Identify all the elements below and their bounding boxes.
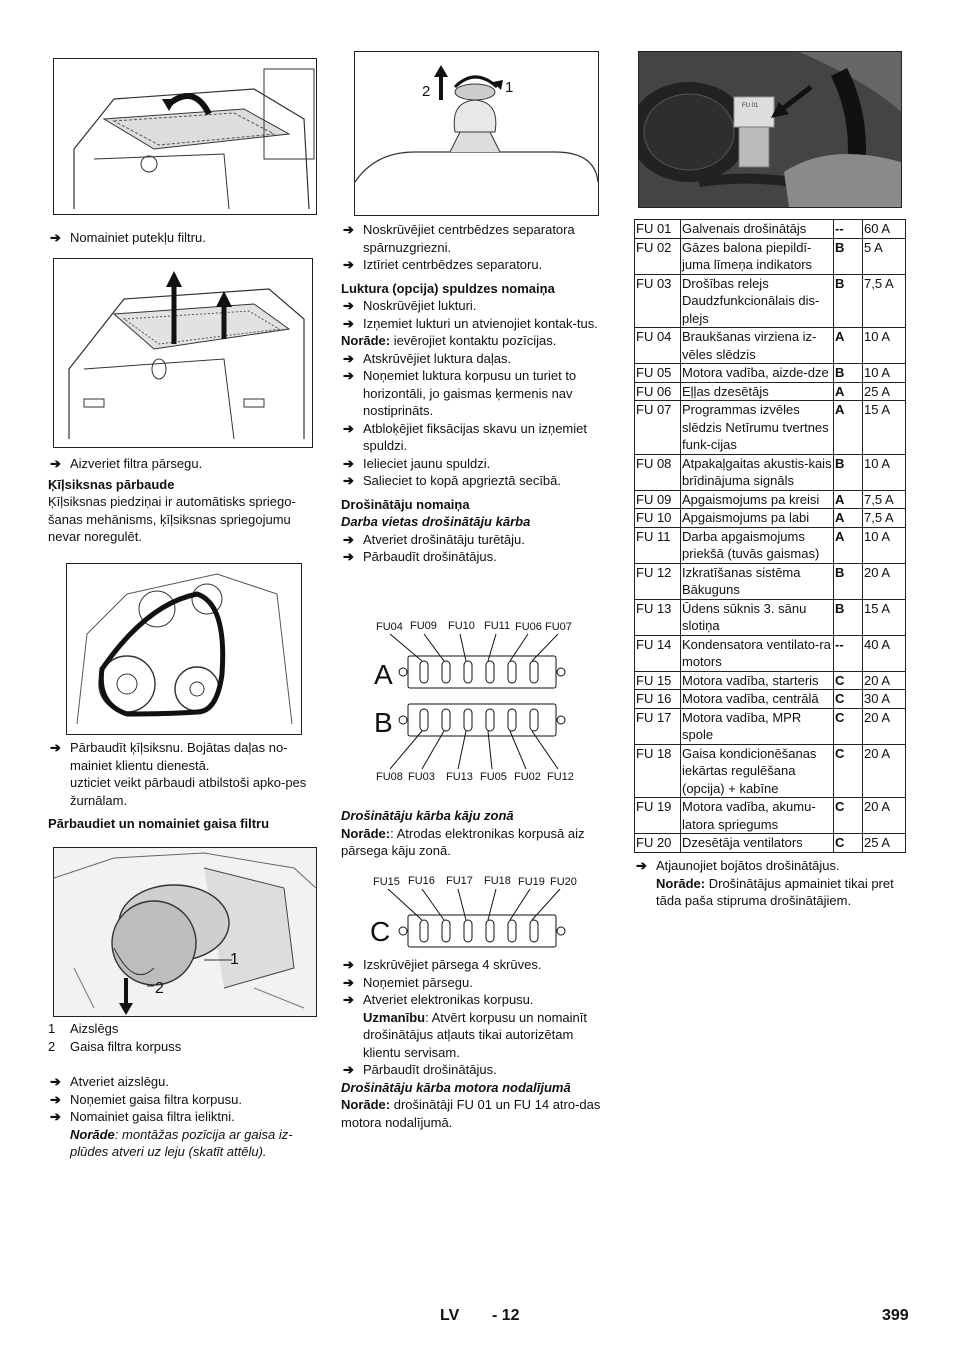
step-remove-cover: ➔ Noņemiet pārsegu. [343, 974, 473, 990]
fuse-description: Braukšanas virziena iz-vēles slēdzis [681, 328, 834, 364]
step-hold-housing: ➔ Noņemiet luktura korpusu un turiet to horizontāli, jo gaismas ķermenis nav nostiprināts. [343, 368, 577, 418]
fuse-box: -- [834, 635, 863, 671]
fuse-row [635, 274, 906, 328]
arrow-right-icon: ➔ [343, 473, 354, 488]
engine-box-heading: Drošinātāju kārba motora nodalījumā [341, 1079, 571, 1095]
fuse-row [635, 708, 906, 744]
fuse-description: Galvenais drošinātājs [681, 220, 834, 239]
arrow-right-icon: ➔ [343, 957, 354, 972]
step-remove-lamp: ➔ Izņemiet lukturi un atvienojiet kontak-tus. [343, 315, 598, 331]
fuse-row [635, 563, 906, 599]
arrow-right-icon: ➔ [50, 1091, 61, 1107]
fuse-box: A [834, 490, 863, 509]
fuse-description: Eļļas dzesētājs [681, 382, 834, 401]
fuse-box: A [834, 509, 863, 528]
fuse-row [635, 401, 906, 455]
fuse-description: Atpakaļgaitas akustis-kais brīdinājuma signāls [682, 455, 832, 488]
fuse-box: B [834, 274, 863, 328]
fuse-box: B [834, 563, 863, 599]
fuse-box: C [834, 744, 863, 798]
fuse-description: Ūdens sūknis 3. sānu slotiņa [681, 599, 834, 635]
footer-lang: LV [440, 1307, 460, 1324]
fuse-description: Apgaismojums pa labi [681, 509, 834, 528]
fuse-label: FU13 [446, 771, 473, 783]
fuse-label: FU19 [518, 876, 545, 888]
fuse-rating: 20 A [863, 798, 906, 834]
fuse-label: FU16 [408, 875, 435, 887]
fuse-rating: 10 A [863, 364, 906, 383]
fuse-label: FU08 [376, 771, 403, 783]
fuse-id: FU 02 [635, 238, 681, 274]
arrow-right-icon: ➔ [50, 230, 61, 245]
fuse-description: Motora vadība, centrālā [681, 690, 834, 709]
fuse-row [635, 328, 906, 364]
fuse-rating: 25 A [863, 382, 906, 401]
legend-item: 2 Gaisa filtra korpuss [48, 1038, 182, 1054]
fuse-description: Dzesētāja ventilators [681, 834, 834, 853]
fuse-rating: 20 A [863, 744, 906, 798]
fuse-description: Drošības relejs Daudzfunkcionālais dis-plejs [681, 274, 834, 328]
fuse-row [635, 527, 906, 563]
arrow-right-icon: ➔ [343, 368, 354, 383]
belt-step-note: uzticiet veikt pārbaudi atbilstoši apko-pes žurnālam. [70, 775, 307, 808]
fuse-label: FU06 [515, 621, 542, 633]
arrow-right-icon: ➔ [343, 298, 354, 313]
fuse-rating: 15 A [863, 599, 906, 635]
engine-fuse-photo [638, 51, 902, 208]
fuse-description: Darba apgaismojums priekšā (tuvās gaismas) [681, 527, 834, 563]
fuse-rating: 7,5 A [863, 509, 906, 528]
fuse-row [635, 798, 906, 834]
fuse-description: Motora vadība, akumu-latora spriegums [681, 798, 834, 834]
step-open-latch: ➔ Atveriet aizslēgu. [50, 1074, 169, 1089]
mounting-note: Norāde: montāžas pozīcija ar gaisa iz-plūdes atveri uz leju (skatīt attēlu). [70, 1126, 293, 1159]
fuse-id: FU 01 [635, 220, 681, 239]
arrow-right-icon: ➔ [343, 257, 354, 272]
arrow-right-icon: ➔ [343, 455, 354, 471]
dust-filter-illustration [54, 59, 316, 214]
fuse-rating: 40 A [863, 635, 906, 671]
fuse-description: Izkratīšanas sistēma Bākuguns [681, 563, 834, 599]
fuse-row [635, 382, 906, 401]
fuse-label: FU11 [484, 620, 511, 632]
fuse-box: B [834, 454, 863, 490]
fuse-id: FU 03 [635, 274, 681, 328]
step-restore-fuses: ➔ Atjaunojiet bojātos drošinātājus. [636, 858, 840, 873]
separator-illustration [355, 52, 598, 215]
fuse-box: C [834, 834, 863, 853]
row-letter-b: B [374, 707, 393, 738]
fuse-box: B [834, 599, 863, 635]
fuse-rating: 20 A [863, 708, 906, 744]
fuse-label: FU17 [446, 875, 473, 887]
step-replace-insert: ➔ Nomainiet gaisa filtra ieliktni. [50, 1109, 235, 1124]
footer-local-page: - 12 [492, 1307, 520, 1324]
fuse-rating: 15 A [863, 401, 906, 455]
fuse-label: FU20 [550, 876, 577, 888]
fuse-label: FU18 [484, 875, 511, 887]
fuse-rating: 7,5 A [863, 274, 906, 328]
fuse-description: Apgaismojums pa kreisi [681, 490, 834, 509]
arrow-right-icon: ➔ [50, 456, 61, 471]
fuse-label: FU02 [514, 771, 541, 783]
fuse-row [635, 220, 906, 239]
step-unscrew-lamp: ➔ Noskrūvējiet lukturi. [343, 298, 477, 313]
fuse-heading: Drošinātāju nomaiņa [341, 496, 470, 512]
foot-box-heading: Drošinātāju kārba kāju zonā [341, 808, 514, 823]
step-remove-housing: ➔ Noņemiet gaisa filtra korpusu. [50, 1091, 242, 1107]
step-unlock-clamp: ➔ Atbloķējiet fiksācijas skavu un izņemiet spuldzi. [343, 420, 587, 453]
fuse-id: FU 13 [635, 599, 681, 635]
step-replace-dust-filter: ➔ Nomainiet putekļu filtru. [50, 230, 206, 245]
fuse-rating: 60 A [863, 220, 906, 239]
fuse-box: A [834, 382, 863, 401]
fuse-rating: 20 A [863, 563, 906, 599]
fuse-id: FU 17 [635, 708, 681, 744]
airfilter-heading: Pārbaudiet un nomainiet gaisa filtru [48, 816, 270, 831]
arrow-right-icon: ➔ [343, 1062, 354, 1077]
step-check-belt: ➔ Pārbaudīt ķīļsiksnu. Bojātas daļas no-mainiet klientu dienestā. [50, 740, 288, 773]
step-insert-bulb: ➔ Ielieciet jaunu spuldzi. [343, 455, 491, 471]
fuse-rating: 10 A [863, 527, 906, 563]
fuse-description: Kondensatora ventilato-ra motors [681, 635, 834, 671]
fuse-id: FU 08 [635, 454, 681, 490]
fuse-id: FU 14 [635, 635, 681, 671]
arrow-right-icon: ➔ [343, 992, 354, 1007]
fuse-rating: 30 A [863, 690, 906, 709]
arrow-right-icon: ➔ [50, 740, 61, 755]
foot-box-note: Norāde:: Atrodas elektronikas korpusā aiz pārsega kāju zonā. [341, 825, 585, 858]
fuse-rating: 10 A [863, 454, 906, 490]
fuse-box: C [834, 798, 863, 834]
belt-figure [66, 563, 302, 735]
fuse-label: FU15 [373, 876, 400, 888]
fuse-box-ab-diagram [360, 614, 580, 789]
fuse-id: FU 06 [635, 382, 681, 401]
caution-note: Uzmanību: Atvērt korpusu un nomainīt drošinātājus atļauts tikai autorizētam klientu servisam. [363, 1009, 587, 1060]
fuse-row [635, 690, 906, 709]
fuse-row [635, 635, 906, 671]
fuse-id: FU 12 [635, 563, 681, 599]
step-open-electronics: ➔ Atveriet elektronikas korpusu. [343, 992, 534, 1007]
fuse-label: FU09 [410, 620, 437, 632]
step-close-filter-cover: ➔ Aizveriet filtra pārsegu. [50, 456, 203, 471]
fuse-row [635, 238, 906, 274]
fuse-table [634, 219, 906, 853]
fuse-id: FU 18 [635, 744, 681, 798]
fuse-description: Motora vadība, starteris [681, 671, 834, 690]
row-letter-c: C [370, 916, 391, 947]
fuse-rating: 5 A [863, 238, 906, 274]
fuse-description: Motora vadība, MPR spole [681, 708, 834, 744]
arrow-right-icon: ➔ [343, 315, 354, 331]
fuse-box-c-svg [360, 871, 580, 956]
legend-item: 1 Aizslēgs [48, 1021, 119, 1036]
arrow-right-icon: ➔ [50, 1109, 61, 1124]
fuse-row [635, 744, 906, 798]
fuse-row [635, 834, 906, 853]
fuse-label: FU07 [545, 621, 572, 633]
engine-fuse-photo-svg [639, 52, 901, 207]
fuse-label: FU12 [547, 771, 574, 783]
step-reassemble: ➔ Salieciet to kopā apgrieztā secībā. [343, 473, 562, 488]
fuse-rating: 20 A [863, 671, 906, 690]
arrow-right-icon: ➔ [343, 420, 354, 436]
fuse-box: B [834, 238, 863, 274]
air-filter-figure [53, 847, 317, 1017]
fuse-description: Programmas izvēles slēdzis Netīrumu tvertnes funk-cijas [681, 401, 834, 455]
step-clean-separator: ➔ Iztīriet centrbēdzes separatoru. [343, 257, 543, 272]
fuse-box: B [834, 364, 863, 383]
fuse-row [635, 454, 906, 490]
step-unscrew-parts: ➔ Atskrūvējiet luktura daļas. [343, 350, 512, 366]
fuse-id: FU 07 [635, 401, 681, 455]
fuse-id: FU 19 [635, 798, 681, 834]
arrow-right-icon: ➔ [343, 350, 354, 366]
belt-text: Ķīļsiksnas piedziņai ir automātisks spriego-šanas mehānisms, ķīļsiksnas spriegojumu nevar noregulēt. [48, 494, 296, 544]
fuse-label: FU10 [448, 620, 475, 632]
step-unscrew-separator: ➔ Noskrūvējiet centrbēdzes separatora spārnuzgriezni. [343, 222, 575, 255]
fuse-row [635, 599, 906, 635]
fuse-id: FU 20 [635, 834, 681, 853]
filter-cover-figure [53, 258, 313, 448]
footer-page-number: 399 [882, 1307, 909, 1324]
fig-label-1: 1 [230, 951, 239, 968]
fuse-box: C [834, 671, 863, 690]
workplace-box-heading: Darba vietas drošinātāju kārba [341, 514, 531, 529]
arrow-right-icon: ➔ [343, 531, 354, 547]
air-filter-illustration [54, 848, 316, 1016]
fuse-rating-note: Norāde: Drošinātājus apmainiet tikai pret tāda paša stipruma drošinātājiem. [656, 875, 894, 908]
fuse-box: C [834, 690, 863, 709]
arrow-right-icon: ➔ [343, 222, 354, 237]
fig-label-2: 2 [422, 83, 431, 100]
fuse-label: FU04 [376, 621, 403, 633]
belt-illustration [67, 564, 301, 734]
fuse-box: A [834, 401, 863, 455]
arrow-right-icon: ➔ [50, 1074, 61, 1089]
fuse-rating: 7,5 A [863, 490, 906, 509]
fig-label-2: 2 [155, 980, 164, 997]
step-check-fuses-2: ➔ Pārbaudīt drošinātājus. [343, 1062, 497, 1077]
fuse-id: FU 04 [635, 328, 681, 364]
photo-fuse-label: FU 01 [742, 103, 759, 109]
fuse-description: Gaisa kondicionēšanas iekārtas regulēšana (opcija) + kabīne [681, 744, 834, 798]
fuse-id: FU 16 [635, 690, 681, 709]
fuse-id: FU 15 [635, 671, 681, 690]
fuse-row [635, 364, 906, 383]
engine-box-note: Norāde: drošinātāji FU 01 un FU 14 atro-das motora nodalījumā. [341, 1097, 601, 1130]
fuse-id: FU 09 [635, 490, 681, 509]
fuse-row [635, 490, 906, 509]
fuse-box-ab-svg [360, 614, 580, 789]
fuse-description: Gāzes balona piepildī-juma līmeņa indikators [681, 238, 834, 274]
fig-label-1: 1 [505, 79, 514, 96]
fuse-id: FU 11 [635, 527, 681, 563]
fuse-box: -- [834, 220, 863, 239]
arrow-right-icon: ➔ [636, 858, 647, 873]
fuse-description: Motora vadība, aizde-dze [681, 364, 834, 383]
filter-cover-illustration [54, 259, 312, 447]
fuse-label: FU05 [480, 771, 507, 783]
dust-filter-figure [53, 58, 317, 215]
fuse-box: A [834, 527, 863, 563]
step-open-holder: ➔ Atveriet drošinātāju turētāju. [343, 531, 525, 547]
arrow-right-icon: ➔ [343, 549, 354, 564]
fuse-label: FU03 [408, 771, 435, 783]
fuse-box: C [834, 708, 863, 744]
step-unscrew-cover: ➔ Izskrūvējiet pārsega 4 skrūves. [343, 957, 542, 972]
belt-heading: Ķīļsiksnas pārbaude [48, 476, 175, 492]
step-check-fuses: ➔ Pārbaudīt drošinātājus. [343, 549, 497, 564]
lamp-heading: Luktura (opcija) spuldzes nomaiņa [341, 280, 555, 296]
fuse-rating: 10 A [863, 328, 906, 364]
fuse-rating: 25 A [863, 834, 906, 853]
fuse-id: FU 05 [635, 364, 681, 383]
fuse-row [635, 509, 906, 528]
fuse-box-c-diagram [360, 871, 580, 956]
separator-figure [354, 51, 599, 216]
row-letter-a: A [374, 659, 393, 690]
fuse-id: FU 10 [635, 509, 681, 528]
fuse-row [635, 671, 906, 690]
fuse-box: A [834, 328, 863, 364]
contacts-note: Norāde: ievērojiet kontaktu pozīcijas. [341, 333, 557, 348]
arrow-right-icon: ➔ [343, 974, 354, 990]
